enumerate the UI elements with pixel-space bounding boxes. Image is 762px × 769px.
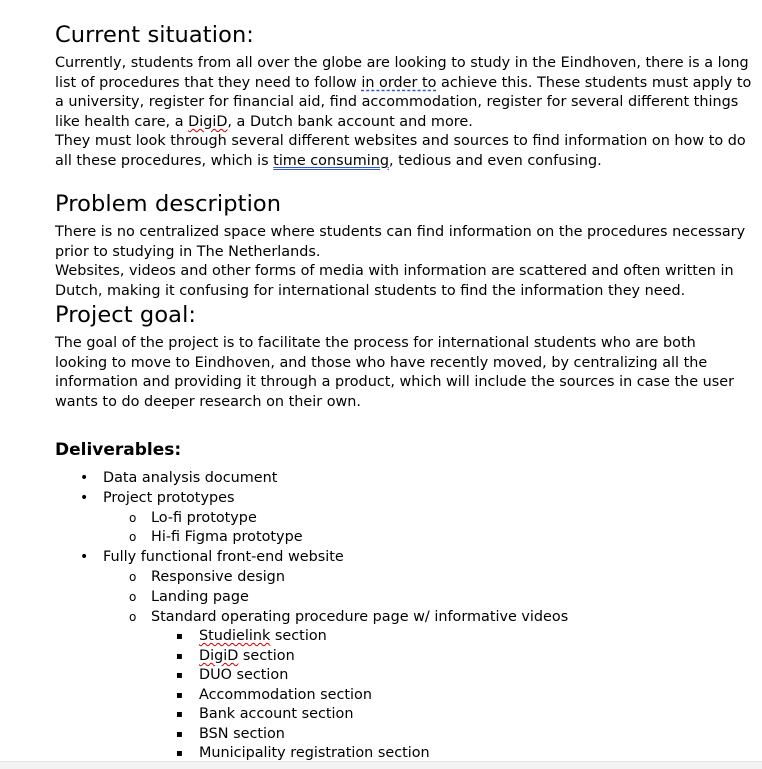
list-item: Landing page xyxy=(151,589,249,605)
text-line: Currently, students from all over the globe are looking to study in the Eindhoven, there is a long xyxy=(55,55,749,71)
list-item: Fully functional front-end website xyxy=(103,549,344,565)
text-line: Dutch, making it confusing for international students to find the information they need. xyxy=(55,282,686,299)
bullet-icon: ▪ xyxy=(176,631,183,642)
text-line: like health care, a DigiD, a Dutch bank account and more. xyxy=(55,113,473,130)
bullet-icon: ▪ xyxy=(176,729,183,740)
heading-problem-description: Problem description xyxy=(55,191,282,217)
list-item: Data analysis document xyxy=(103,470,278,486)
bullet-icon: ▪ xyxy=(176,709,183,720)
bullet-icon: o xyxy=(129,610,137,624)
heading-current-situation: Current situation: xyxy=(55,22,254,48)
text-line: information and providing it through a product, which will include the sources in case the user xyxy=(55,374,735,391)
spelling-flag[interactable]: Studielink xyxy=(199,628,271,644)
list-item: Accommodation section xyxy=(199,687,372,703)
list-item: Studielink section xyxy=(199,628,327,644)
list-item: BSN section xyxy=(199,726,285,742)
list-item: Bank account section xyxy=(199,706,354,722)
bullet-icon: • xyxy=(80,470,89,486)
text-line: a university, register for financial aid, find accommodation, register for several different things xyxy=(55,94,739,111)
list-item: Project prototypes xyxy=(103,490,235,506)
bullet-icon: • xyxy=(80,490,89,506)
list-item: Municipality registration section xyxy=(199,745,430,761)
text-line: all these procedures, which is time consuming, tedious and even confusing. xyxy=(55,152,602,169)
text-line: There is no centralized space where students can find information on the procedures necessary xyxy=(55,224,746,240)
list-item: Responsive design xyxy=(151,569,285,585)
text-line: Websites, videos and other forms of media with information are scattered and often written in xyxy=(55,263,734,280)
text-line: They must look through several different websites and sources to find information on how to do xyxy=(55,133,746,150)
bullet-icon: o xyxy=(129,570,137,584)
text-line: The goal of the project is to facilitate the process for international students who are both xyxy=(55,335,696,351)
grammar-flag[interactable]: in order to xyxy=(361,74,437,91)
grammar-flag[interactable]: time consuming xyxy=(273,152,389,169)
bullet-icon: ▪ xyxy=(176,690,183,701)
bullet-icon: o xyxy=(129,511,137,525)
bullet-icon: o xyxy=(129,590,137,604)
list-item: DUO section xyxy=(199,667,289,683)
current-situation-paragraph xyxy=(55,54,752,172)
spelling-flag[interactable]: DigiD xyxy=(188,113,228,130)
list-item: DigiD section xyxy=(199,648,295,664)
bullet-icon: o xyxy=(129,530,137,544)
bullet-icon: ▪ xyxy=(176,651,183,662)
heading-project-goal: Project goal: xyxy=(55,302,197,328)
bullet-icon: ▪ xyxy=(176,748,183,759)
text-line: looking to move to Eindhoven, and those who have recently moved, by centralizing all the xyxy=(55,354,708,371)
text-line: list of procedures that they need to follow in order to achieve this. These students must apply to xyxy=(55,74,752,91)
problem-description-paragraph xyxy=(55,223,746,301)
spelling-flag[interactable]: DigiD xyxy=(199,648,239,664)
bullet-icon: ▪ xyxy=(176,670,183,681)
list-item: Lo-fi prototype xyxy=(151,510,257,526)
project-goal-paragraph xyxy=(55,334,735,412)
heading-deliverables: Deliverables: xyxy=(55,440,182,460)
text-line: prior to studying in The Netherlands. xyxy=(55,243,321,260)
text-line: wants to do deeper research on their own. xyxy=(55,393,361,410)
list-item: Hi-fi Figma prototype xyxy=(151,529,303,545)
list-item: Standard operating procedure page w/ informative videos xyxy=(151,609,569,625)
bullet-icon: • xyxy=(80,549,89,565)
